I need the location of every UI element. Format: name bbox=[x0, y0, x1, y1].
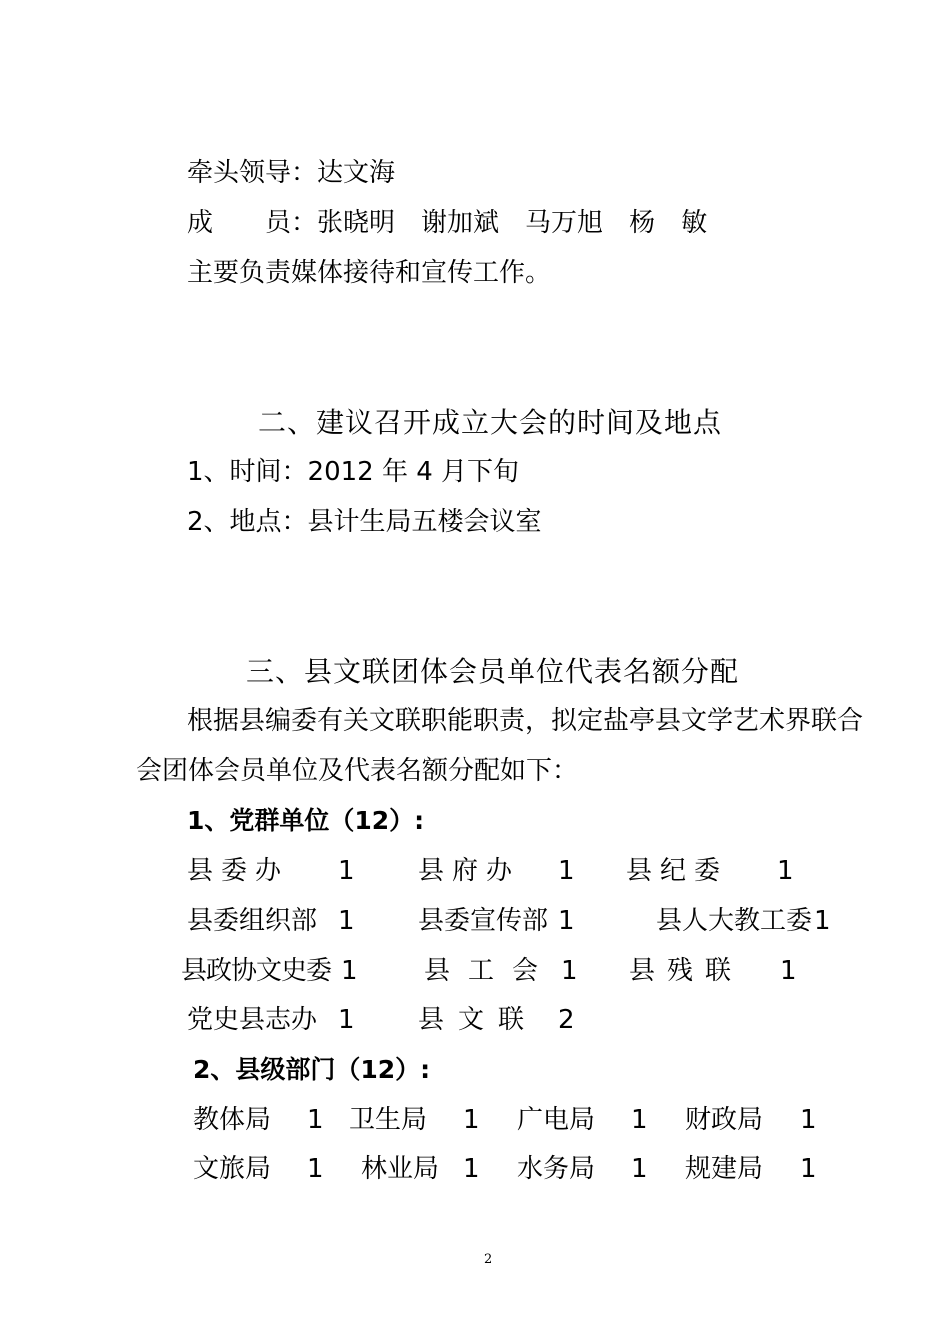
dept-count: 1 bbox=[307, 1154, 324, 1184]
unit-name: 县纪委 bbox=[626, 856, 729, 886]
members-line bbox=[187, 207, 707, 239]
dept-name: 林业局 bbox=[361, 1154, 440, 1184]
dept-count: 1 bbox=[800, 1154, 817, 1184]
dept-name: 文旅局 bbox=[193, 1154, 272, 1184]
unit-name: 县委组织部 bbox=[187, 906, 318, 936]
dept-count: 1 bbox=[631, 1105, 648, 1135]
unit-count: 1 bbox=[338, 1005, 355, 1035]
unit-name: 县残联 bbox=[629, 956, 744, 986]
unit-count: 1 bbox=[777, 856, 794, 886]
unit-count: 1 bbox=[338, 906, 355, 936]
dept-count: 1 bbox=[463, 1154, 480, 1184]
members-label: 成 员： bbox=[187, 208, 318, 238]
unit-count: 1 bbox=[338, 856, 355, 886]
unit-name: 县工会 bbox=[424, 956, 557, 986]
dept-name: 规建局 bbox=[685, 1154, 764, 1184]
meeting-place: 2、地点：县计生局五楼会议室 bbox=[187, 507, 542, 537]
member-name: 马万旭 bbox=[525, 208, 604, 238]
group1-heading: 1、党群单位（12）: bbox=[187, 806, 425, 835]
dept-name: 卫生局 bbox=[349, 1105, 428, 1135]
unit-name: 县委宣传部 bbox=[418, 906, 549, 936]
unit-name: 县文联 bbox=[418, 1005, 539, 1035]
meeting-time: 1、时间：2012 年 4 月下旬 bbox=[187, 457, 520, 487]
unit-count: 1 bbox=[561, 956, 578, 986]
unit-name: 党史县志办 bbox=[187, 1005, 318, 1035]
unit-count: 1 bbox=[341, 956, 358, 986]
dept-count: 1 bbox=[800, 1105, 817, 1135]
member-name: 谢加斌 bbox=[421, 208, 500, 238]
unit-name: 县府办 bbox=[418, 856, 521, 886]
dept-name: 广电局 bbox=[517, 1105, 596, 1135]
unit-count: 1 bbox=[814, 906, 831, 936]
unit-count: 1 bbox=[558, 906, 575, 936]
unit-count: 1 bbox=[558, 856, 575, 886]
unit-name: 县人大教工委 bbox=[656, 906, 813, 936]
dept-name: 财政局 bbox=[685, 1105, 764, 1135]
group2-heading: 2、县级部门（12）: bbox=[193, 1055, 431, 1084]
unit-name: 县政协文史委 bbox=[181, 956, 332, 986]
dept-count: 1 bbox=[631, 1154, 648, 1184]
section2-title: 二、建议召开成立大会的时间及地点 bbox=[258, 406, 723, 439]
page-number: 2 bbox=[484, 1252, 493, 1267]
unit-count: 2 bbox=[558, 1005, 575, 1035]
dept-count: 1 bbox=[307, 1105, 324, 1135]
lead-line: 牵头领导：达文海 bbox=[187, 158, 396, 188]
duty-line: 主要负责媒体接待和宣传工作。 bbox=[187, 258, 552, 288]
unit-name: 县委办 bbox=[187, 856, 290, 886]
dept-name: 教体局 bbox=[193, 1105, 272, 1135]
intro-line-1: 根据县编委有关文联职能职责，拟定盐亭县文学艺术界联合 bbox=[187, 706, 864, 736]
intro-line-2: 会团体会员单位及代表名额分配如下： bbox=[136, 756, 579, 786]
dept-name: 水务局 bbox=[517, 1154, 596, 1184]
section3-title: 三、县文联团体会员单位代表名额分配 bbox=[246, 655, 740, 688]
member-name: 张晓明 bbox=[317, 208, 396, 238]
dept-count: 1 bbox=[463, 1105, 480, 1135]
unit-count: 1 bbox=[780, 956, 797, 986]
member-name: 杨 敏 bbox=[629, 208, 708, 238]
